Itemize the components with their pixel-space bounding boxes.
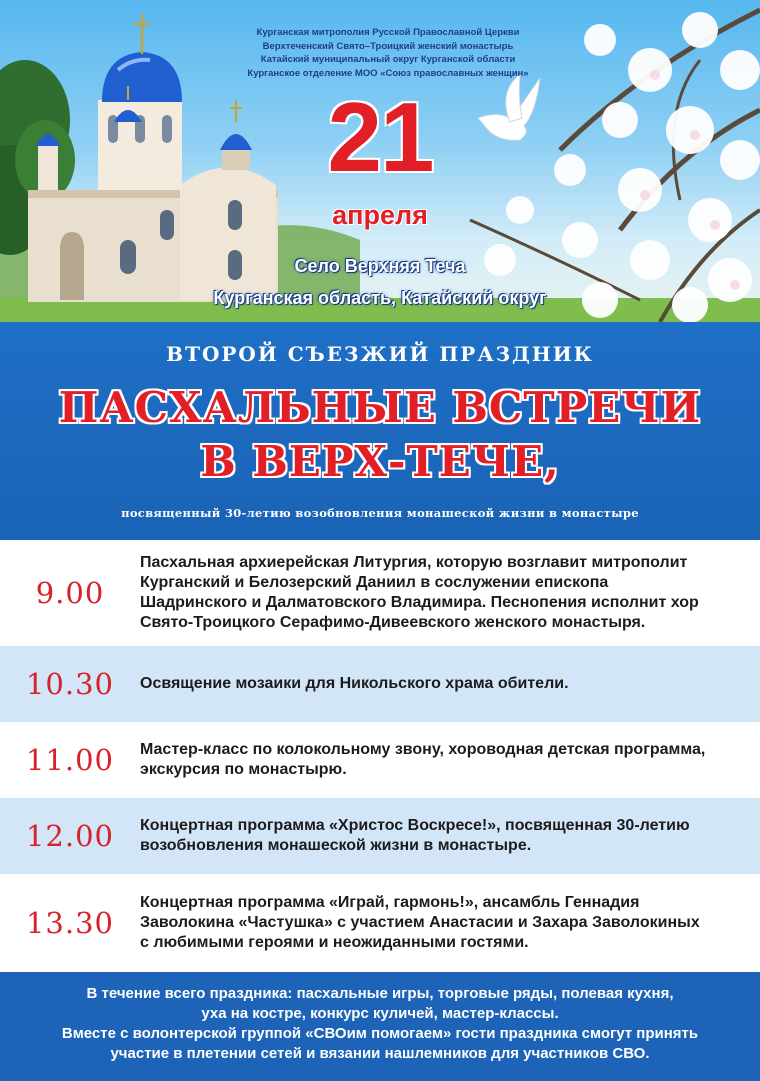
title-banner	[0, 322, 760, 540]
schedule-item	[0, 646, 760, 722]
footer-line: В течение всего праздника: пасхальные игры, торговые ряды, полевая кухня,	[86, 985, 674, 1002]
footer-banner	[0, 972, 760, 1081]
hero-image-area	[0, 0, 760, 322]
schedule-time: 9.00	[35, 576, 105, 610]
schedule-time: 11.00	[25, 743, 115, 777]
event-title-line2: В ВЕРХ-ТЕЧЕ,	[200, 437, 560, 486]
organizer-line: Курганская митрополия Русской Православной Церкви	[256, 27, 520, 38]
event-dedication: посвященный 30-летию возобновления монашеской жизни в монастыре	[121, 506, 639, 520]
description-line: Заволокина «Частушка» с участием Анастасии и Захара Заволокиных	[140, 914, 700, 931]
event-village: Село Верхняя Теча	[294, 256, 466, 276]
event-title-line1: ПАСХАЛЬНЫЕ ВСТРЕЧИ	[58, 383, 702, 432]
schedule-description	[140, 740, 740, 780]
footer-line: Вместе с волонтерской группой «СВОим помогаем» гости праздника смогут принять	[61, 1025, 699, 1042]
schedule-item	[0, 540, 760, 646]
description-line: Курганский и Белозерский Даниил в сослужении епископа	[140, 574, 609, 591]
schedule-item	[0, 722, 760, 798]
schedule-time: 12.00	[25, 819, 115, 853]
description-line: Мастер-класс по колокольному звону, хороводная детская программа,	[140, 741, 706, 758]
description-line: Концертная программа «Играй, гармонь!», ансамбль Геннадия	[140, 894, 640, 911]
organizers-list	[218, 26, 558, 80]
description-line: возобновления монашеской жизни в монастыре.	[140, 837, 532, 854]
description-line: Освящение мозаики для Никольского храма обители.	[140, 675, 569, 692]
description-line: экскурсия по монастырю.	[140, 761, 347, 778]
dove-icon	[478, 74, 540, 140]
event-date-month: апреля	[332, 200, 428, 230]
description-line: Концертная программа «Христос Воскресе!», посвященная 30-летию	[140, 817, 690, 834]
footer-line: участие в плетении сетей и вязании нашлемников для участников СВО.	[110, 1045, 650, 1062]
organizer-line: Верхтеченский Свято–Троицкий женский монастырь	[262, 40, 514, 52]
organizer-line: Катайский муниципальный округ Курганской области	[260, 54, 516, 65]
schedule-description	[140, 674, 740, 694]
description-line: Пасхальная архиерейская Литургия, которую возглавит митрополит	[140, 554, 688, 571]
schedule-description	[140, 553, 740, 633]
organizer-line: Курганское отделение МОО «Союз православных женщин»	[247, 67, 529, 79]
description-line: с любимыми героями и неожиданными гостями.	[140, 934, 529, 951]
description-line: Свято-Троицкого Серафимо-Дивеевского женского монастыря.	[140, 614, 646, 631]
schedule-item	[0, 874, 760, 972]
schedule-description	[140, 816, 740, 856]
footer-line: уха на костре, конкурс куличей, мастер-классы.	[201, 1005, 559, 1022]
schedule-time: 13.30	[25, 906, 115, 940]
event-date-number: 21	[327, 82, 433, 192]
footer-text	[0, 984, 760, 1064]
schedule-item	[0, 798, 760, 874]
schedule-description	[140, 893, 740, 953]
schedule-list	[0, 540, 760, 972]
schedule-time: 10.30	[25, 667, 115, 701]
event-subtitle: ВТОРОЙ СЪЕЗЖИЙ ПРАЗДНИК	[166, 342, 594, 366]
event-region: Курганская область, Катайский округ	[213, 288, 547, 308]
description-line: Шадринского и Далматовского Владимира. Песнопения исполнит хор	[140, 594, 699, 611]
